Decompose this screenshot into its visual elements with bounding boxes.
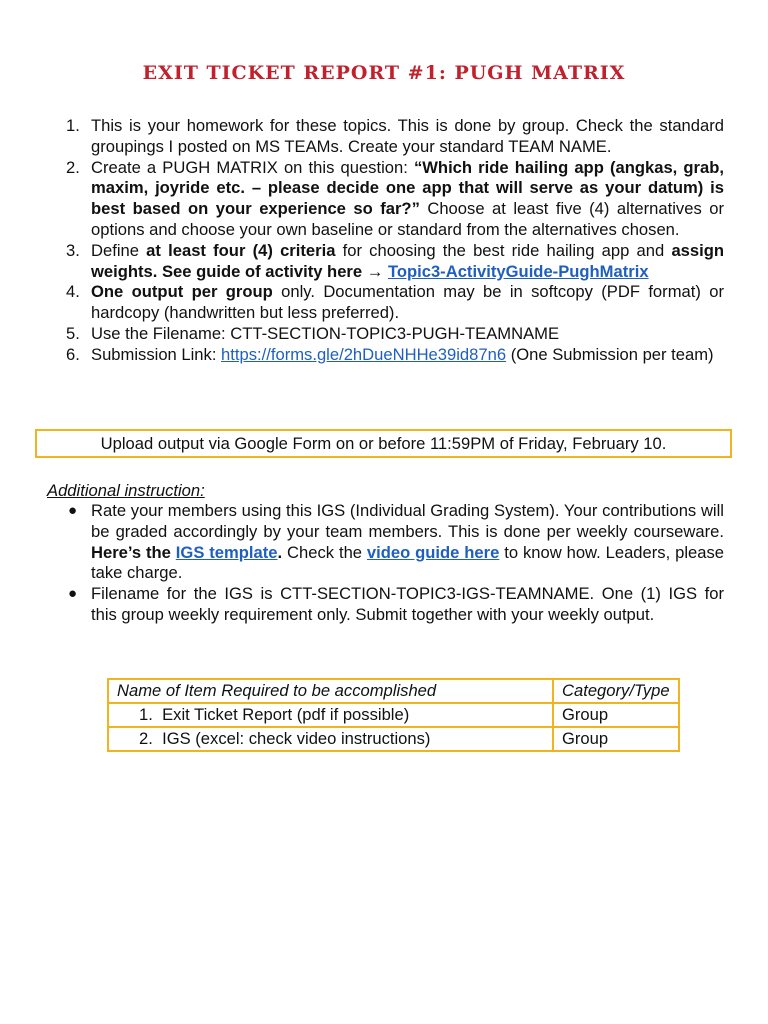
- row-number: 1.: [139, 705, 153, 724]
- bullet-icon: ●: [68, 585, 78, 603]
- item-number: 5.: [66, 323, 80, 343]
- item-number: 6.: [66, 344, 80, 364]
- bullet-icon: ●: [68, 502, 78, 519]
- item-text: This is your homework for these topics. This is done by group. Check the standard groupings I posted on MS TEAMs. Create your standard TEAM NAME.: [91, 116, 724, 156]
- item-text: Define: [91, 240, 147, 260]
- bold-text: assign weights. See guide of activity here: [91, 240, 725, 281]
- item-text: Check the: [282, 542, 367, 562]
- row-number: 2.: [139, 729, 153, 748]
- submission-link[interactable]: https://forms.gle/2hDueNHHe39id87n6: [221, 344, 507, 364]
- instruction-list: [64, 116, 724, 366]
- bold-text: Here’s the: [91, 542, 176, 562]
- table-row: [108, 703, 679, 727]
- item-cell: [108, 727, 553, 751]
- list-item: [64, 584, 724, 626]
- arrow-right-icon: →: [366, 261, 384, 281]
- bold-text: .: [277, 542, 283, 562]
- table-row: [108, 727, 679, 751]
- deadline-box: Upload output via Google Form on or before 11:59PM of Friday, February 10.: [35, 429, 732, 458]
- category-cell: Group: [553, 703, 679, 727]
- item-text: Use the Filename: CTT-SECTION-TOPIC3-PUGH-TEAMNAME: [91, 323, 560, 343]
- item-number: 1.: [66, 116, 80, 135]
- item-text: Choose at least five (4) alternatives or options and choose your own baseline or standard from the alternatives chosen.: [91, 199, 724, 239]
- list-item: [64, 501, 724, 584]
- item-text: Submission Link:: [91, 344, 222, 364]
- video-guide-link[interactable]: video guide here: [366, 542, 500, 562]
- item-number: 3.: [66, 240, 80, 260]
- additional-instruction-heading: Additional instruction:: [47, 481, 205, 500]
- bold-text: at least four (4) criteria: [146, 240, 336, 260]
- table-header-row: [108, 679, 679, 703]
- item-text: Rate your members using this IGS (Individual Grading System). Your contributions will be graded accordingly by your team members. This is done per weekly courseware.: [91, 501, 724, 541]
- list-item: [64, 241, 724, 283]
- column-header-item: Name of Item Required to be accomplished: [108, 679, 553, 703]
- item-text: to know how. Leaders, please take charge.: [91, 542, 724, 583]
- item-text: Filename for the IGS is CTT-SECTION-TOPIC3-IGS-TEAMNAME. One (1) IGS for this group weekly requirement only. Submit together with your weekly output.: [91, 584, 724, 624]
- list-item: [64, 345, 724, 366]
- item-text: only. Documentation may be in softcopy (PDF format) or hardcopy (handwritten but less preferred).: [91, 282, 724, 323]
- activity-guide-link[interactable]: Topic3-ActivityGuide-PughMatrix: [387, 261, 649, 281]
- item-name: IGS (excel: check video instructions): [162, 729, 431, 748]
- list-item: [64, 158, 724, 241]
- document-title: EXIT TICKET REPORT #1: PUGH MATRIX: [142, 62, 626, 84]
- list-item: [64, 282, 724, 324]
- requirements-table: [107, 678, 680, 752]
- list-item: [64, 324, 724, 345]
- column-header-category: Category/Type: [553, 679, 679, 703]
- category-cell: Group: [553, 727, 679, 751]
- list-item: [64, 116, 724, 158]
- item-text: (One Submission per team): [506, 344, 714, 364]
- item-text: for choosing the best ride hailing app and: [335, 240, 672, 260]
- item-number: 4.: [66, 282, 80, 302]
- item-name: Exit Ticket Report (pdf if possible): [162, 705, 410, 724]
- item-cell: [108, 703, 553, 727]
- question-text: “Which ride hailing app (angkas, grab, maxim, joyride etc. – please decide one app that will serve as your datum) is best based on your experience so far?”: [91, 157, 724, 219]
- item-number: 2.: [66, 157, 80, 177]
- bold-text: One output per group: [91, 282, 273, 302]
- item-text: Create a PUGH MATRIX on this question:: [91, 157, 414, 177]
- additional-instruction-list: [64, 501, 724, 626]
- igs-template-link[interactable]: IGS template: [175, 542, 278, 562]
